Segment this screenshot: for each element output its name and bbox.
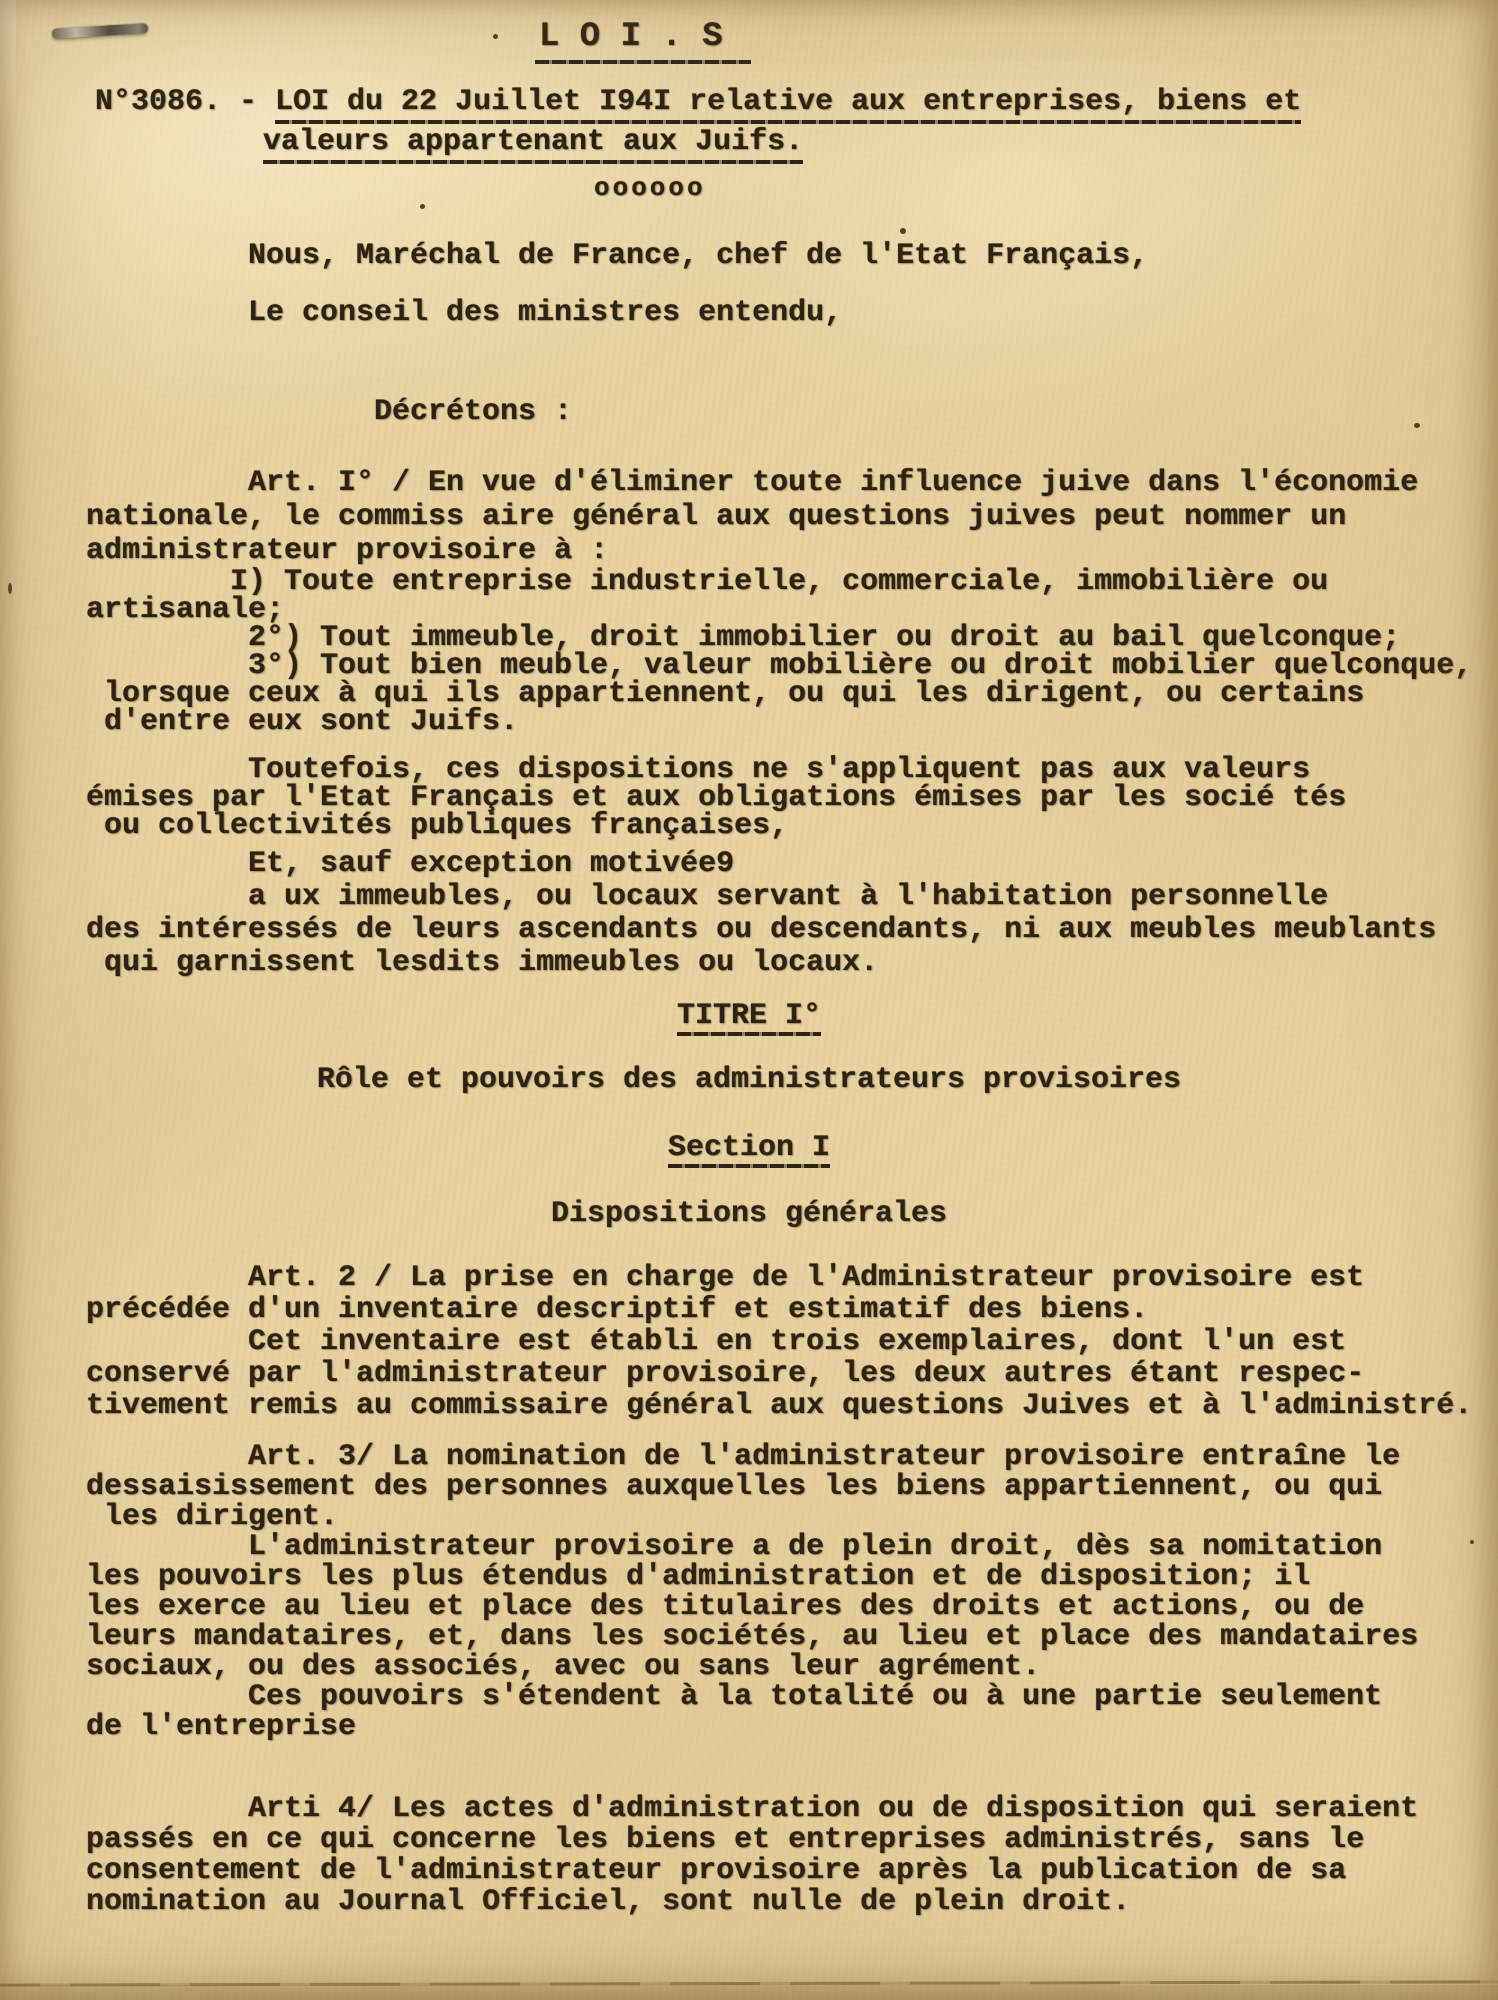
decretons-line <box>68 395 1498 429</box>
ink-speck <box>8 583 12 594</box>
text-line: les pouvoirs les plus étendus d'administration et de disposition; il <box>86 1560 1311 1594</box>
text-line: Toutefois, ces dispositions ne s'appliquent pas aux valeurs <box>248 753 1311 787</box>
text-line: des intéressés de leurs ascendants ou descendants, ni aux meubles meublants <box>86 913 1437 947</box>
text-line: artisanale; <box>86 593 285 627</box>
doc-title-text: L O I . S <box>535 18 751 64</box>
text-line: administrateur provisoire à : <box>86 534 609 568</box>
section-1-subtitle <box>68 1197 1498 1231</box>
text-line: Le conseil des ministres entendu, <box>248 296 843 330</box>
law-number-prefix: N°3086. - <box>95 85 276 119</box>
ink-speck <box>493 34 498 39</box>
text-line: Art. I° / En vue d'éliminer toute influence juive dans l'économie <box>248 466 1419 500</box>
text-line: les dirigent. <box>104 1500 339 1534</box>
law-number-line-1 <box>95 84 1498 124</box>
separator-dots <box>594 174 1498 202</box>
text-line: dessaisissement des personnes auxquelles les biens appartiennent, ou qui <box>86 1470 1383 1504</box>
ink-speck <box>1470 1540 1474 1544</box>
text-line: Et, sauf exception motivée9 <box>248 847 735 881</box>
text-line: d'entre eux sont Juifs. <box>104 705 519 739</box>
text-line: Art. 2 / La prise en charge de l'Administrateur provisoire est <box>248 1261 1365 1295</box>
preamble-line-1 <box>68 239 1498 273</box>
text-line: lorsque ceux à qui ils appartiennent, ou qui les dirigent, ou certains <box>104 677 1365 711</box>
text-line: Cet inventaire est établi en trois exemplaires, dont l'un est <box>248 1325 1347 1359</box>
article-4 <box>68 1794 1498 1918</box>
text-line: qui garnissent lesdits immeubles ou locaux. <box>104 946 879 980</box>
text-line: les exerce au lieu et place des titulaires des droits et actions, ou de <box>86 1590 1365 1624</box>
text-line: émises par l'Etat Français et aux obligations émises par les socié tés <box>86 781 1347 815</box>
text-line: I) Toute entreprise industrielle, commerciale, immobilière ou <box>230 565 1329 599</box>
law-number-line-2 <box>95 124 1498 164</box>
titre-1-heading <box>68 999 1498 1036</box>
text-line: consentement de l'administrateur provisoire après la publication de sa <box>86 1854 1347 1888</box>
text-line: 3°) Tout bien meuble, valeur mobilière ou droit mobilier quelconque, <box>248 649 1473 683</box>
text-line: Nous, Maréchal de France, chef de l'Etat Français, <box>248 239 1149 273</box>
section-1-heading <box>68 1131 1498 1168</box>
text-line: 2°) Tout immeuble, droit immobilier ou droit au bail quelconque; <box>248 621 1401 655</box>
ink-speck <box>420 204 425 209</box>
article-1 <box>68 466 1498 568</box>
preamble-line-2 <box>68 296 1498 330</box>
law-title-part-1: LOI du 22 Juillet I94I relative aux entreprises, biens et <box>275 84 1301 124</box>
text-line: Ces pouvoirs s'étendent à la totalité ou à une partie seulement <box>248 1680 1383 1714</box>
text-line: passés en ce qui concerne les biens et entreprises administrés, sans le <box>86 1823 1365 1857</box>
text-line: conservé par l'administrateur provisoire, les deux autres étant respec- <box>86 1357 1365 1391</box>
section-1-heading-text: Section I <box>668 1134 830 1168</box>
text-line: Art. 3/ La nomination de l'administrateur provisoire entraîne le <box>248 1440 1401 1474</box>
text-line: précédée d'un inventaire descriptif et estimatif des biens. <box>86 1293 1149 1327</box>
titre-1-heading-text: TITRE I° <box>677 1002 821 1036</box>
text-line: tivement remis au commissaire général aux questions Juives et à l'administré. <box>86 1389 1473 1423</box>
ink-speck <box>1414 423 1420 428</box>
exceptions-paragraph-2 <box>68 848 1498 980</box>
law-number-heading <box>95 84 1498 164</box>
text-line: Arti 4/ Les actes d'administration ou de disposition qui seraient <box>248 1792 1419 1826</box>
article-1-list <box>68 565 1498 739</box>
titre-1-subtitle-text: Rôle et pouvoirs des administrateurs provisoires <box>316 1063 1182 1097</box>
text-line: leurs mandataires, et, dans les sociétés, au lieu et place des mandataires <box>86 1620 1419 1654</box>
exceptions-paragraph-1 <box>68 753 1498 843</box>
text-line: de l'entreprise <box>86 1710 357 1744</box>
ink-speck <box>900 228 906 234</box>
section-1-subtitle-text: Dispositions générales <box>550 1197 948 1231</box>
paper-edge-shade <box>0 1985 1498 2000</box>
law-title-part-2: valeurs appartenant aux Juifs. <box>263 124 803 164</box>
article-3 <box>68 1442 1498 1742</box>
text-line: sociaux, ou des associés, avec ou sans leur agrément. <box>86 1650 1041 1684</box>
separator-dots-text: oooooo <box>594 173 706 203</box>
text-line: a ux immeubles, ou locaux servant à l'habitation personnelle <box>248 880 1329 914</box>
text-line: nomination au Journal Officiel, sont nulle de plein droit. <box>86 1885 1131 1919</box>
text-line: nationale, le commiss aire général aux questions juives peut nommer un <box>86 500 1347 534</box>
doc-title <box>535 18 1498 64</box>
article-2 <box>68 1262 1498 1422</box>
text-line: Décrétons : <box>374 395 573 429</box>
text-line: ou collectivités publiques françaises, <box>104 809 789 843</box>
text-line: L'administrateur provisoire a de plein droit, dès sa nomitation <box>248 1530 1383 1564</box>
titre-1-subtitle <box>68 1063 1498 1097</box>
